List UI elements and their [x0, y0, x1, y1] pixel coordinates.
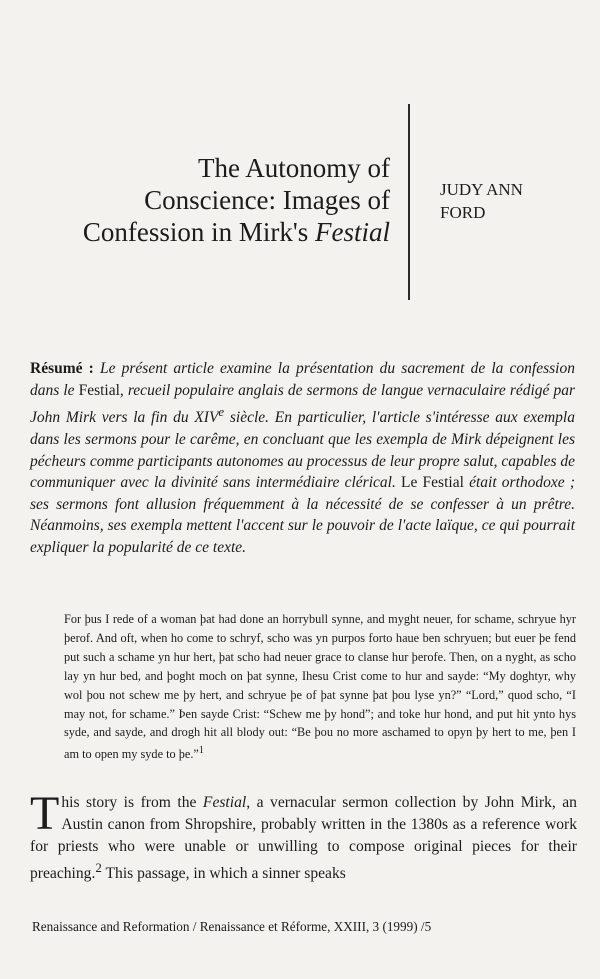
- body-p4: This passage, in which a sinner speaks: [101, 865, 346, 883]
- title-divider: [408, 104, 410, 300]
- author-line-2: FORD: [440, 203, 486, 222]
- title-line-3: [20, 216, 390, 248]
- article-title: [20, 152, 390, 248]
- abstract-s3: , recueil populaire anglais de sermons de langue vernaculaire rédigé par John Mirk vers la fin du XIV: [30, 381, 575, 427]
- body-p3: , a vernacular sermon collection by John Mirk, an Austin canon from Shropshire, probably written in the 1380s as a reference work for priests who were unable or unwilling to compose original pieces for their preaching.: [30, 794, 577, 883]
- quote-text: For þus I rede of a woman þat had done an horrybull synne, and myght neuer, for schame, schryue hyr þerof. And oft, when ho come to schryf, scho was yn purpos forto haue ben schryuen; but euer þe fend put such a schame yn hur hert, þat scho had neuer grace to clanse hur þerofe. Then, on a nyght, as scho lay yn hur bed, and þoght moch on þat synne, Ihesu Crist come to hur and sayde: “My doghtyr, why wol þou not schew me þy hert, and schryue þe of þat synne þat þou lyse yn?” “Lord,” quod scho, “I may not, for schame.” Þen sayde Crist: “Schew me þy hond”; and toke hur hond, and put hit ynto hys syde, and sayde, and drogh hit all blody out: “Be þou no more aschamed to opyn þy hert to me, þen I am to open my syde to þe.”: [64, 612, 576, 762]
- abstract-s7: était orthodoxe ; ses sermons font allusion fréquemment à la nécessité de se confesser à un prêtre. Néanmoins, ses exempla mettent l'accent sur le pouvoir de l'acte laïque, ce qui pourrait expliquer la popularité de ce texte.: [30, 474, 575, 556]
- abstract-s4: siècle. En particulier, l'article s'intéresse aux exempla dans les sermons pour le carême, en concluant que les exempla de Mirk dépeignent les pécheurs comme participants autonomes au processus de leur propre salut, capables de communiquer avec la divinité sans intermédiaire clérical.: [30, 409, 576, 492]
- abstract-s1: Le présent article examine la présentation du sacrement de la confession dans le: [30, 360, 575, 399]
- body-p1: his story is from the: [61, 794, 203, 811]
- abstract-s5: Le: [401, 474, 423, 492]
- author-line-1: JUDY ANN: [440, 180, 523, 199]
- body-paragraph: [30, 787, 577, 885]
- abstract-s3-sup: e: [218, 404, 225, 420]
- title-line-2: Conscience: Images of: [144, 185, 390, 215]
- abstract-label: Résumé :: [30, 360, 94, 377]
- abstract-s6: Festial: [422, 474, 464, 492]
- author-name: [440, 178, 523, 224]
- body-festial-italic: Festial: [202, 794, 247, 811]
- footnote-ref-1: 1: [198, 745, 205, 757]
- title-line-3-text: Confession in Mirk's: [82, 217, 315, 247]
- page-footer: Renaissance and Reformation / Renaissance et Réforme, XXIII, 3 (1999) /5: [32, 919, 432, 934]
- footnote-ref-2: 2: [95, 860, 102, 876]
- abstract-paragraph: [30, 358, 575, 559]
- title-line-1: The Autonomy of: [198, 153, 390, 183]
- title-festial-italic: Festial: [315, 217, 390, 247]
- block-quote: [64, 610, 576, 764]
- drop-cap: T: [30, 787, 60, 840]
- abstract-s2: Festial: [78, 381, 120, 399]
